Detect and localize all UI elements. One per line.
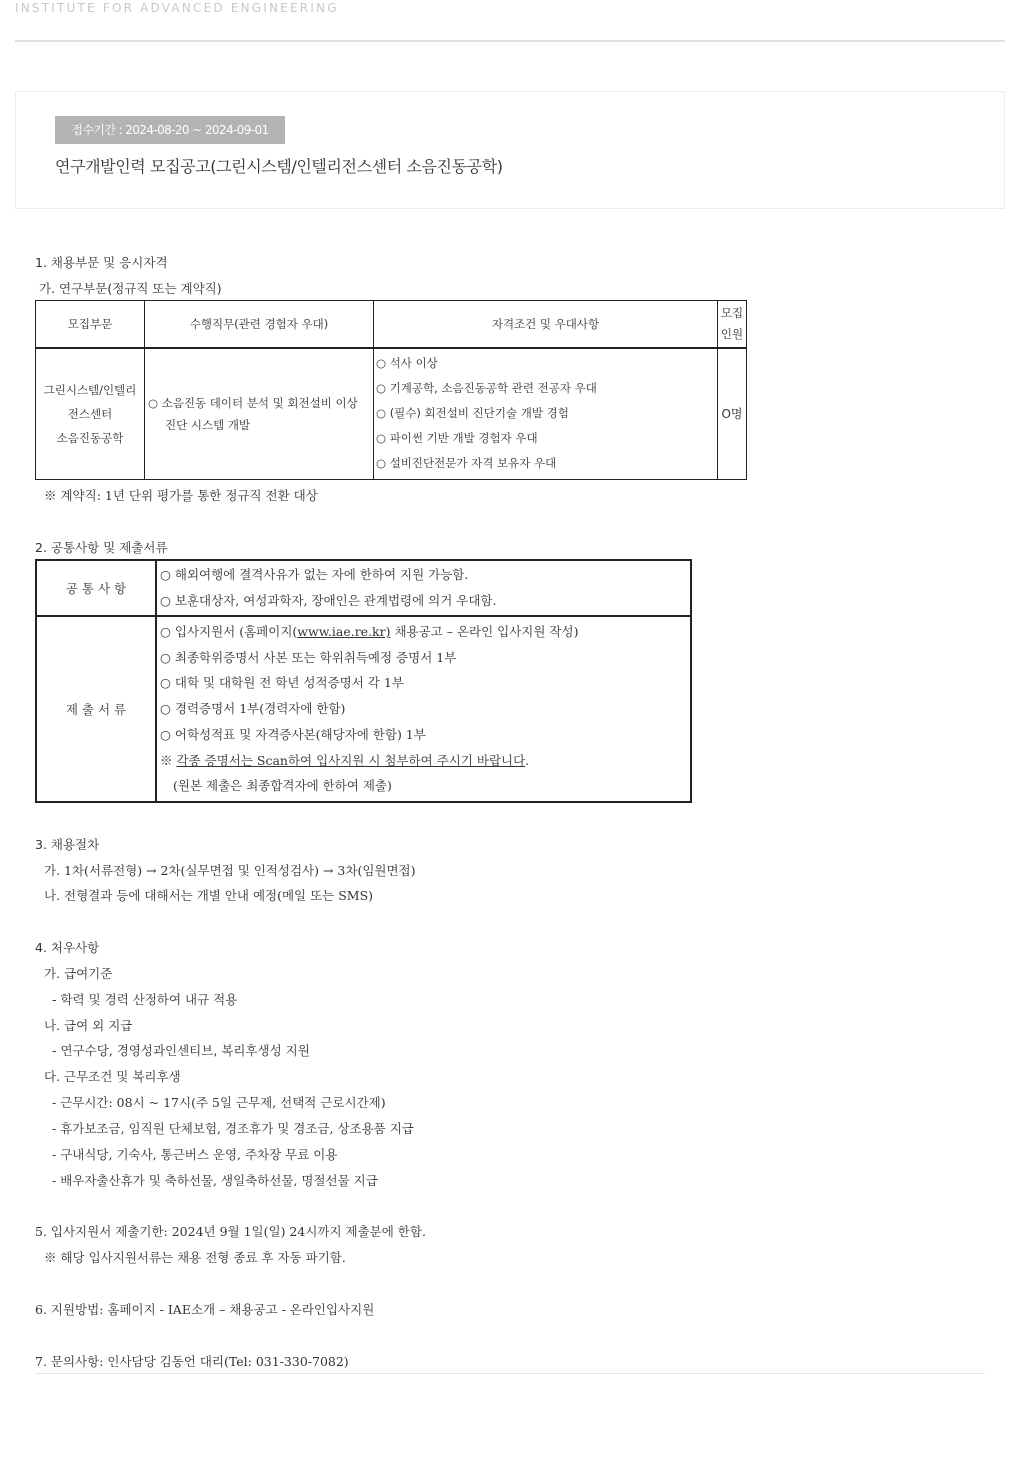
th-count-line2: 인원: [720, 327, 744, 341]
doc-item-text: ○ 입사지원서 (홈페이지(: [160, 624, 298, 640]
section4-c1: - 근무시간: 08시 ~ 17시(주 5일 근무제, 선택적 근로시간제): [52, 1095, 386, 1110]
section2-heading: 2. 공통사항 및 제출서류: [35, 540, 168, 555]
docs-label: 제 출 서 류: [36, 616, 156, 802]
contract-note: ※ 계약직: 1년 단위 평가를 통한 정규직 전환 대상: [44, 488, 318, 503]
site-name[interactable]: INSTITUTE FOR ADVANCED ENGINEERING: [15, 1, 339, 15]
qualification-item: ○ 석사 이상: [376, 356, 438, 371]
cell-division: [36, 348, 145, 479]
division-line: 전스센터: [67, 406, 113, 421]
site-header: [15, 0, 1005, 42]
division-line: 소음진동공학: [56, 430, 124, 445]
section1-sub: 가. 연구부문(정규직 또는 계약직): [39, 281, 222, 296]
doc-note-mark: ※: [160, 752, 177, 768]
section4-heading: 4. 처우사항: [35, 940, 100, 955]
section4-c2: - 휴가보조금, 임직원 단체보험, 경조휴가 및 경조금, 상조용품 지급: [52, 1121, 414, 1136]
recruitment-table: [35, 300, 747, 480]
doc-item: ○ 어학성적표 및 자격증사본(해당자에 한함) 1부: [160, 726, 426, 742]
th-division: 모집부문: [36, 301, 145, 349]
section6-heading: 6. 지원방법: 홈페이지 - IAE소개 – 채용공고 - 온라인입사지원: [35, 1302, 375, 1317]
content-bottom-divider: [35, 1373, 985, 1374]
section5-heading: 5. 입사지원서 제출기한: 2024년 9월 1일(일) 24시까지 제출분에 한함.: [35, 1224, 426, 1239]
division-line: 그린시스템/인텔리: [43, 382, 137, 397]
doc-note-underlined: 각종 증명서는 Scan하여 입사지원 시 첨부하여 주시기 바랍니다: [176, 752, 526, 768]
application-period-badge: 접수기간 : 2024-08-20 ~ 2024-09-01: [55, 116, 285, 144]
duty-line: 진단 시스템 개발: [165, 417, 251, 432]
section4-a: 가. 급여기준: [44, 966, 113, 981]
section5-note: ※ 해당 입사지원서류는 채용 전형 종료 후 자동 파기함.: [44, 1250, 346, 1265]
docs-cell: [156, 616, 691, 802]
duty-line: ○ 소음진동 데이터 분석 및 회전설비 이상: [148, 395, 358, 410]
section4-c: 다. 근무조건 및 복리후생: [44, 1069, 181, 1084]
section7-heading: 7. 문의사항: 인사담당 김동언 대리(Tel: 031-330-7082): [35, 1354, 349, 1369]
section4-b: 나. 급여 외 지급: [44, 1018, 133, 1033]
th-duty: 수행직무(관련 경험자 우대): [145, 301, 374, 349]
section3-a: 가. 1차(서류전형) → 2차(실무면접 및 인적성검사) → 3차(임원면접): [44, 863, 416, 878]
qualification-item: ○ 기계공학, 소음진동공학 관련 전공자 우대: [376, 381, 597, 396]
common-item: ○ 해외여행에 결격사유가 없는 자에 한하여 지원 가능함.: [160, 567, 469, 583]
th-qualifications: 자격조건 및 우대사항: [374, 301, 718, 349]
section4-a1: - 학력 및 경력 산정하여 내규 적용: [52, 992, 238, 1007]
qualification-item: ○ 파이썬 기반 개발 경험자 우대: [376, 431, 538, 446]
th-count: [718, 301, 747, 349]
section3-heading: 3. 채용절차: [35, 837, 100, 852]
doc-note-end: .: [525, 752, 530, 768]
qualification-item: ○ (필수) 회전설비 진단기술 개발 경험: [376, 406, 569, 421]
section1-heading: 1. 채용부문 및 응시자격: [35, 255, 168, 270]
doc-item: [160, 619, 690, 645]
doc-item-text: 채용공고 – 온라인 입사지원 작성): [390, 624, 579, 640]
common-cell: [156, 560, 691, 616]
doc-item: ○ 최종학위증명서 사본 또는 학위취득예정 증명서 1부: [160, 649, 457, 665]
doc-item: ○ 경력증명서 1부(경력자에 한함): [160, 701, 346, 717]
qualification-item: ○ 설비진단전문가 자격 보유자 우대: [376, 456, 557, 471]
homepage-link[interactable]: www.iae.re.kr): [297, 624, 391, 640]
post-header-box: [15, 91, 1005, 209]
section4-c3: - 구내식당, 기숙사, 통근버스 운영, 주차장 무료 이용: [52, 1147, 338, 1162]
section3-b: 나. 전형결과 등에 대해서는 개별 안내 예정(메일 또는 SMS): [44, 888, 374, 903]
doc-item: ○ 대학 및 대학원 전 학년 성적증명서 각 1부: [160, 675, 404, 691]
cell-duty: [145, 348, 374, 479]
cell-qualifications: [374, 348, 718, 479]
common-item: ○ 보훈대상자, 여성과학자, 장애인은 관계법령에 의거 우대함.: [160, 593, 497, 608]
doc-item: [160, 748, 690, 774]
section4-c4: - 배우자출산휴가 및 축하선물, 생일축하선물, 명절선물 지급: [52, 1173, 378, 1188]
common-label: 공 통 사 항: [36, 560, 156, 616]
cell-count: O명: [718, 348, 747, 479]
th-count-line1: 모집: [720, 306, 744, 320]
requirements-table: [35, 559, 692, 803]
doc-item: (원본 제출은 최종합격자에 한하여 제출): [173, 778, 392, 794]
section4-b1: - 연구수당, 경영성과인센티브, 복리후생성 지원: [52, 1043, 310, 1058]
post-title: 연구개발인력 모집공고(그린시스템/인텔리전스센터 소음진동공학): [55, 157, 503, 176]
